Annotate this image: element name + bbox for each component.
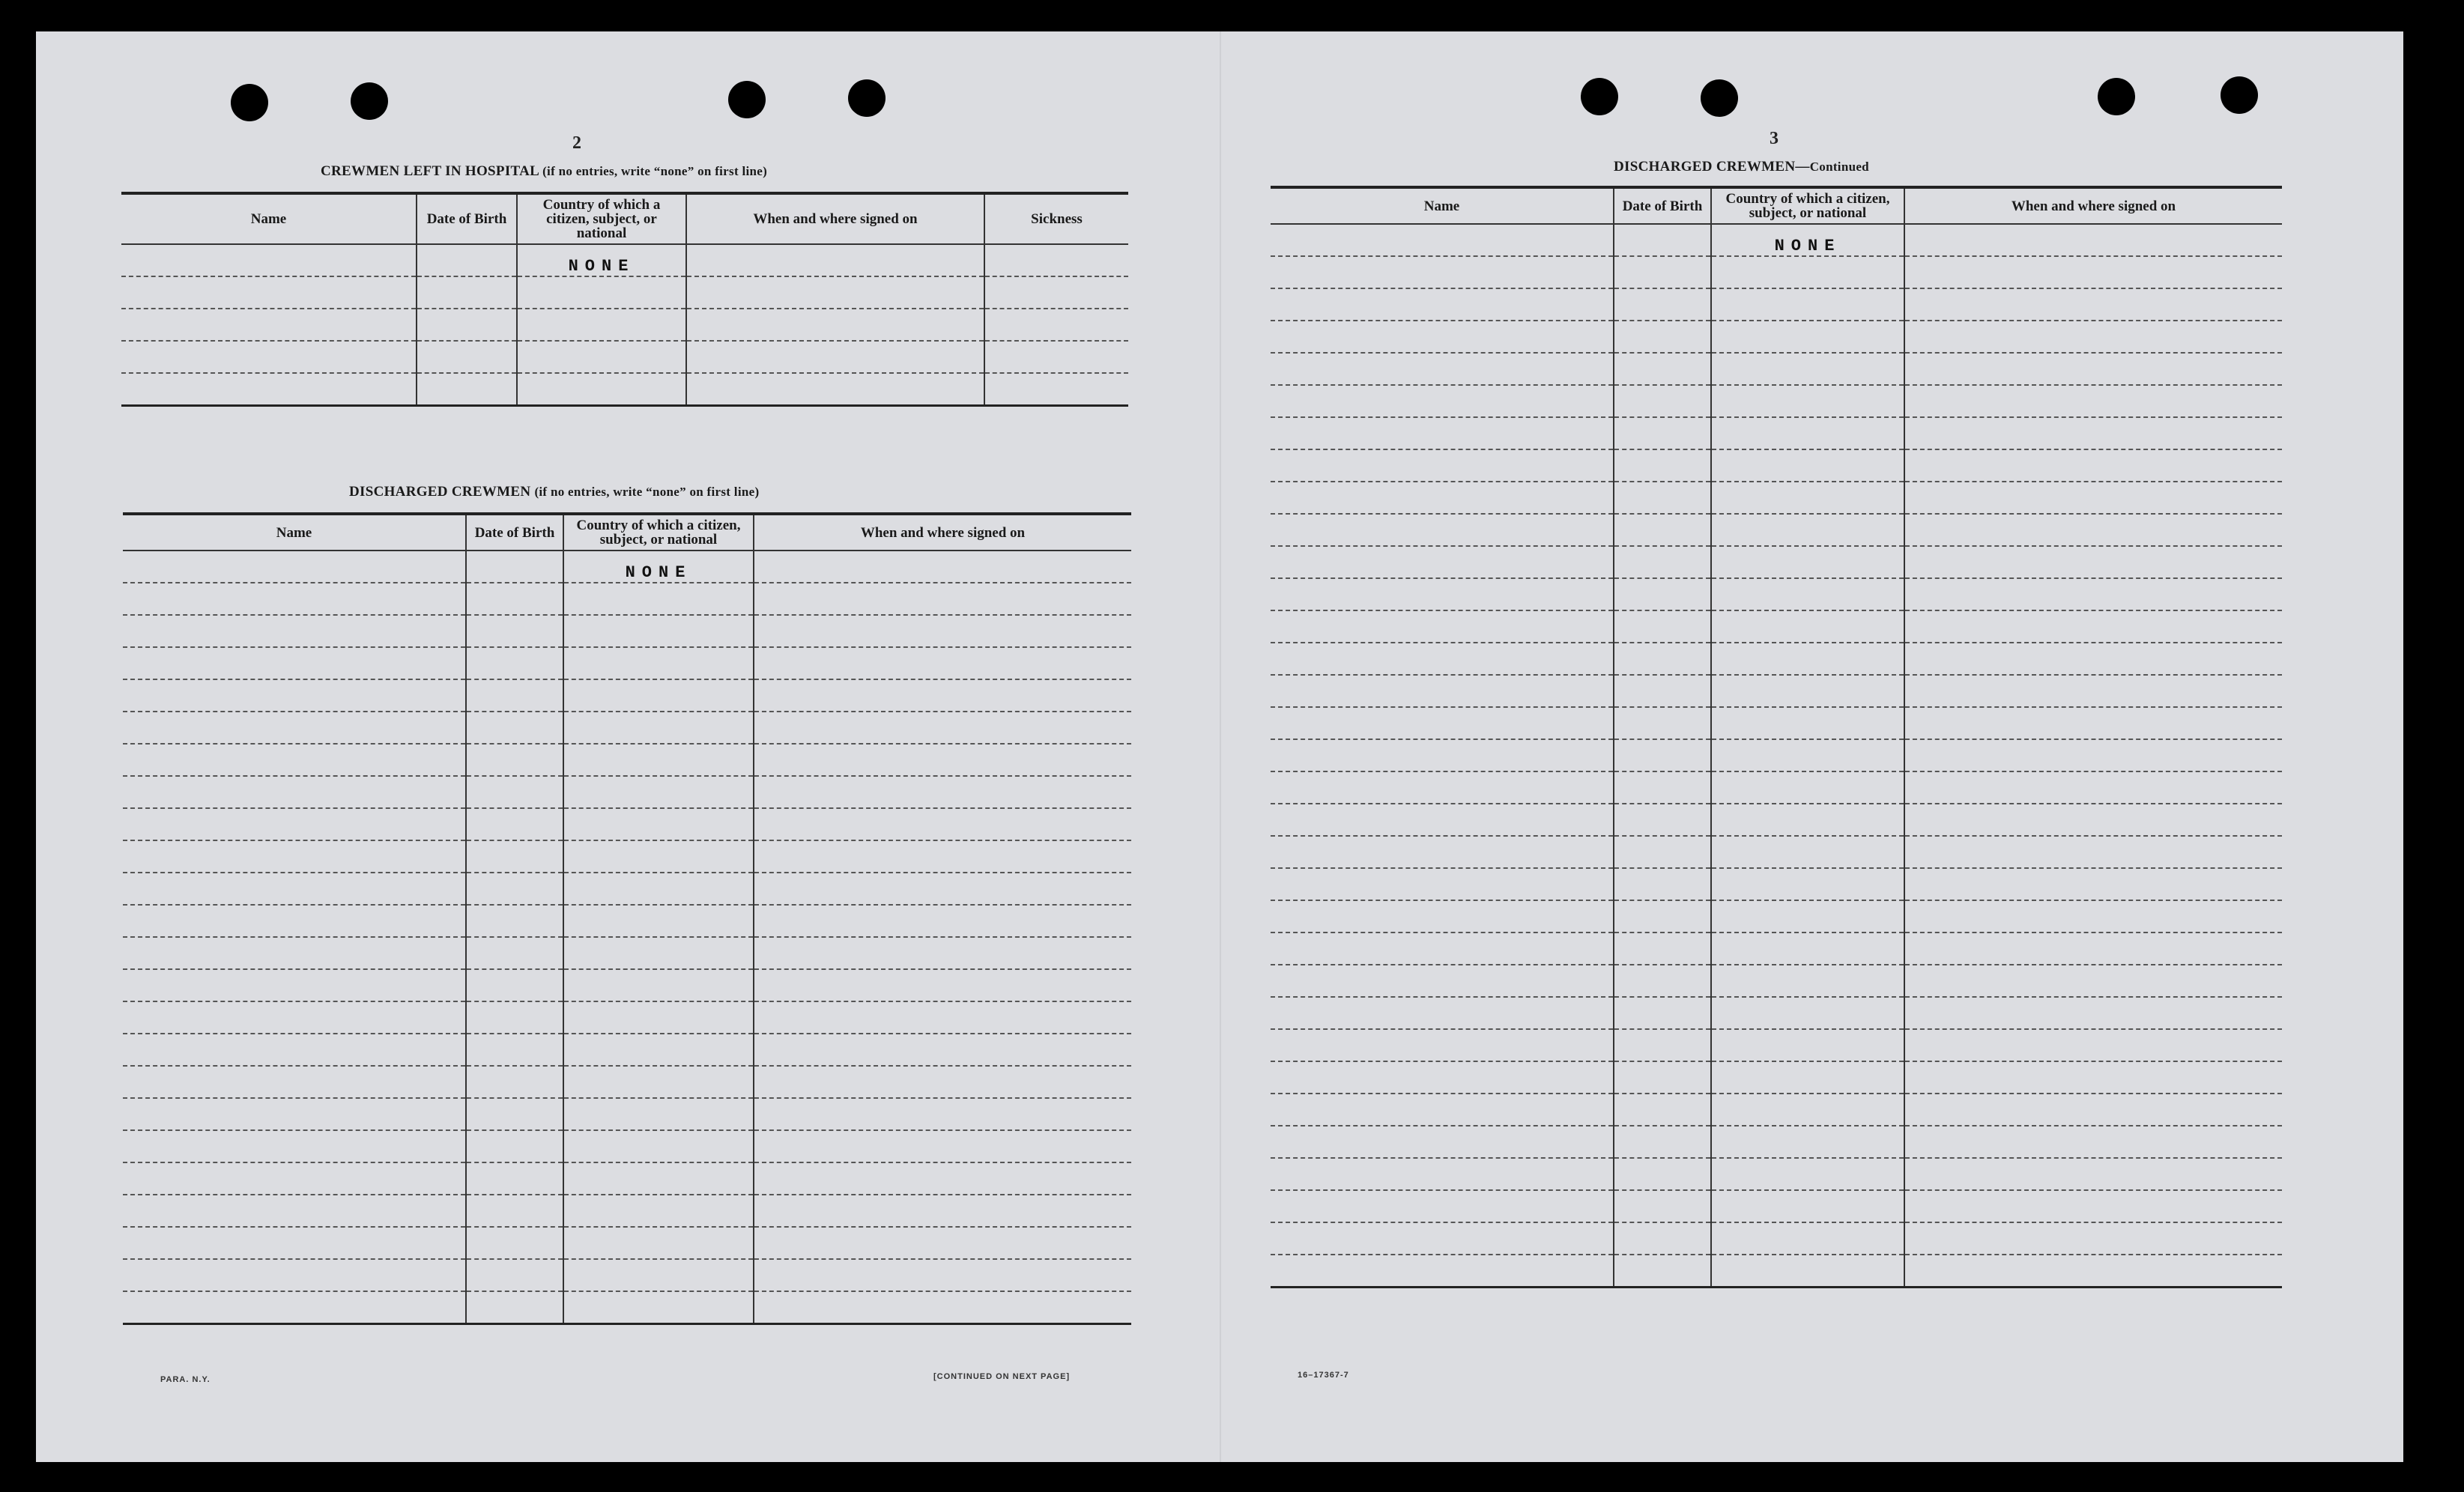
section-title-text: DISCHARGED CREWMEN <box>349 484 531 500</box>
table-row <box>121 276 1128 309</box>
table-row <box>123 551 1131 583</box>
section-note: (if no entries, write “none” on first line) <box>542 164 768 178</box>
column-header: Date of Birth <box>417 193 517 244</box>
table-row <box>1271 707 2282 739</box>
punch-hole <box>2221 76 2258 114</box>
table-row <box>123 840 1131 873</box>
table-row <box>1271 610 2282 643</box>
table-row <box>1271 900 2282 932</box>
table-row <box>1271 288 2282 321</box>
table-header-row <box>121 193 1128 244</box>
table-row <box>1271 1222 2282 1255</box>
punch-hole <box>1701 79 1738 117</box>
table-row <box>123 937 1131 969</box>
table-row <box>123 905 1131 937</box>
section-title-hospital <box>321 163 767 180</box>
table-row <box>123 647 1131 679</box>
table-row <box>123 776 1131 808</box>
table-row <box>1271 1029 2282 1061</box>
table-row <box>1271 739 2282 771</box>
punch-hole <box>848 79 886 117</box>
table-row <box>1271 1094 2282 1126</box>
none-entry: NONE <box>563 551 754 583</box>
table-row <box>123 1291 1131 1324</box>
table-row <box>1271 1158 2282 1190</box>
table-row <box>1271 256 2282 288</box>
table-row <box>1271 385 2282 417</box>
table-header-row <box>1271 187 2282 224</box>
table-row <box>1271 932 2282 965</box>
none-entry: NONE <box>1711 224 1904 256</box>
page-number: 2 <box>572 133 581 153</box>
table-row <box>123 1130 1131 1162</box>
table-row <box>123 1227 1131 1259</box>
center-fold <box>1220 31 1221 1462</box>
section-title-discharged <box>349 484 759 500</box>
punch-hole <box>231 84 268 121</box>
table-row <box>1271 1126 2282 1158</box>
punch-hole <box>728 81 766 118</box>
table-row <box>1271 1255 2282 1288</box>
table-row <box>1271 514 2282 546</box>
column-header: Date of Birth <box>466 514 563 551</box>
section-title-text: CREWMEN LEFT IN HOSPITAL <box>321 163 539 179</box>
footer-continued-note: [CONTINUED ON NEXT PAGE] <box>933 1372 1071 1381</box>
table-row <box>123 615 1131 647</box>
column-header: Name <box>121 193 417 244</box>
column-header: When and where signed on <box>754 514 1131 551</box>
table-row <box>123 1001 1131 1034</box>
discharged-continued-table <box>1271 186 2282 1288</box>
page-number: 3 <box>1770 129 1779 148</box>
column-header: When and where signed on <box>686 193 984 244</box>
table-row <box>1271 804 2282 836</box>
table-row <box>1271 224 2282 256</box>
table-row <box>1271 417 2282 449</box>
table-row <box>1271 643 2282 675</box>
table-row <box>1271 836 2282 868</box>
punch-hole <box>1581 78 1618 115</box>
section-title-discharged-continued <box>1614 159 1869 175</box>
table-row <box>1271 449 2282 482</box>
section-title-suffix: Continued <box>1809 160 1869 174</box>
table-row <box>121 244 1128 276</box>
column-header: Name <box>123 514 466 551</box>
discharged-table <box>123 512 1131 1325</box>
column-header: Country of which a citizen, subject, or national <box>1711 187 1904 224</box>
section-title-text: DISCHARGED CREWMEN— <box>1614 159 1810 175</box>
punch-hole <box>2098 78 2135 115</box>
table-row <box>121 309 1128 341</box>
table-row <box>123 808 1131 840</box>
punch-hole <box>351 82 388 120</box>
table-row <box>121 373 1128 406</box>
table-row <box>1271 353 2282 385</box>
section-note: (if no entries, write “none” on first line) <box>534 485 760 499</box>
table-row <box>1271 1061 2282 1094</box>
table-row <box>1271 578 2282 610</box>
column-header: When and where signed on <box>1904 187 2282 224</box>
table-row <box>123 583 1131 615</box>
column-header: Country of which a citizen, subject, or national <box>517 193 686 244</box>
table-row <box>1271 675 2282 707</box>
table-row <box>1271 997 2282 1029</box>
table-row <box>1271 771 2282 804</box>
footer-printer-mark: PARA. N.Y. <box>160 1375 211 1384</box>
table-row <box>123 744 1131 776</box>
table-row <box>1271 965 2282 997</box>
table-row <box>123 969 1131 1001</box>
table-row <box>1271 1190 2282 1222</box>
column-header: Name <box>1271 187 1614 224</box>
table-row <box>123 1066 1131 1098</box>
none-entry: NONE <box>517 244 686 276</box>
table-row <box>1271 321 2282 353</box>
table-row <box>123 1034 1131 1066</box>
column-header: Sickness <box>984 193 1128 244</box>
table-row <box>123 1098 1131 1130</box>
table-row <box>123 873 1131 905</box>
table-row <box>123 679 1131 712</box>
table-row <box>1271 482 2282 514</box>
footer-form-number: 16–17367-7 <box>1298 1371 1349 1380</box>
column-header: Country of which a citizen, subject, or national <box>563 514 754 551</box>
table-row <box>121 341 1128 373</box>
table-row <box>1271 868 2282 900</box>
table-row <box>123 1195 1131 1227</box>
table-row <box>123 1259 1131 1291</box>
table-row <box>123 1162 1131 1195</box>
table-header-row <box>123 514 1131 551</box>
column-header: Date of Birth <box>1614 187 1711 224</box>
table-row <box>123 712 1131 744</box>
hospital-table <box>121 192 1128 407</box>
table-row <box>1271 546 2282 578</box>
